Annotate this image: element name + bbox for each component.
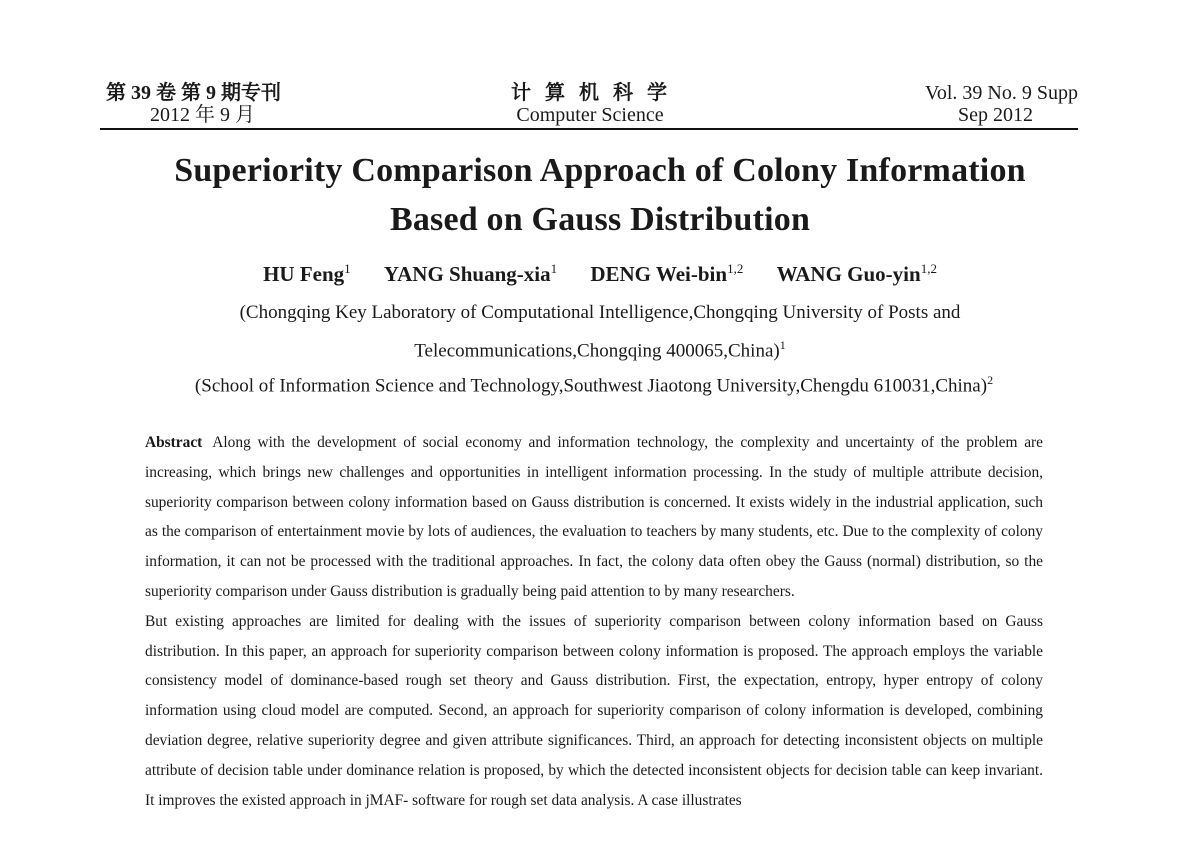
author: WANG Guo-yin$^{1,2}$ <box>776 261 937 286</box>
journal-header <box>100 82 1078 130</box>
abstract-label: Abstract <box>145 434 203 451</box>
author: YANG Shuang-xia$^1$ <box>383 261 558 286</box>
date-en: Sep 2012 <box>958 104 1033 126</box>
volume-issue-cn: 第 39 卷 第 9 期专刊 <box>106 82 281 104</box>
affiliation-2: (School of Information Science and Technology,Southwest Jiaotong University,Chengdu 610031,China)$^2$ <box>194 373 994 397</box>
abstract-paragraph-2: But existing approaches are limited for dealing with the issues of superiority comparison between colony information based on Gauss distribution. In this paper, an approach for superiority comparison between colony information is proposed. The approach employs the variable consistency model of dominance-based rough set theory and Gauss distribution. First, the expectation, entropy, hyper entropy of colony information using cloud model are computed. Second, an approach for superiority comparison of colony information is developed, combining deviation degree, relative superiority degree and given attribute significances. Third, an approach for detecting inconsistent objects on multiple attribute of decision table under dominance relation is proposed, by which the detected inconsistent objects for decision table can keep invariant. It improves the existed approach in jMAF- software for rough set data analysis. A case illustrates <box>145 612 1043 809</box>
abstract-paragraph-1: Abstract Along with the development of social economy and information technology, the complexity and uncertainty of the problem are increasing, which brings new challenges and opportunities in intelligent information processing. In the study of multiple attribute decision, superiority comparison between colony information based on Gauss distribution is concerned. It exists widely in the industrial application, such as the comparison of entertainment movie by lots of audiences, the evaluation to teachers by many students, etc. Due to the complexity of colony information, it can not be processed with the traditional approaches. In fact, the colony data often obey the Gauss (normal) distribution, so the superiority comparison under Gauss distribution is gradually being paid attention to by many researchers. <box>145 434 1043 600</box>
issue-info-cn <box>106 82 281 126</box>
title-line-2: Based on Gauss Distribution <box>389 201 811 238</box>
issue-info-en <box>925 82 1078 126</box>
abstract <box>145 428 1043 815</box>
journal-name <box>490 82 690 126</box>
author: HU Feng$^1$ <box>263 261 351 286</box>
volume-issue-en: Vol. 39 No. 9 Supp <box>925 82 1078 104</box>
title-line-1: Superiority Comparison Approach of Colony Information <box>174 152 1026 189</box>
author-list <box>100 261 1100 287</box>
date-cn: 2012 年 9 月 <box>150 104 255 126</box>
paper-title <box>100 146 1100 244</box>
journal-name-en: Computer Science <box>516 104 664 126</box>
journal-name-cn: 计算机科学 <box>511 82 681 104</box>
affiliation-1: (Chongqing Key Laboratory of Computational Intelligence,Chongqing University of Posts and Telecommunications,Chongqing 400065,China)$^1$ <box>239 302 961 362</box>
header-rule <box>100 128 1078 130</box>
author: DENG Wei-bin$^{1,2}$ <box>590 261 744 286</box>
